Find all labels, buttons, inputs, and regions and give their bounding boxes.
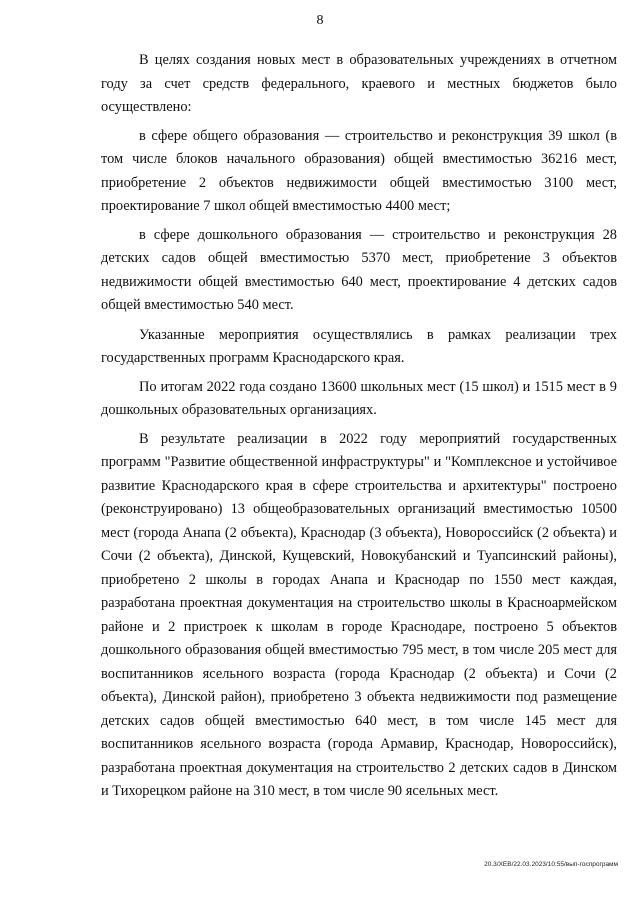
- page-number: 8: [316, 13, 324, 28]
- document-body: [101, 49, 617, 804]
- paragraph-2022-results: По итогам 2022 года создано 13600 школьных мест (15 школ) и 1515 мест в 9 дошкольных образовательных организациях.: [101, 378, 617, 418]
- paragraph-state-programs: Указанные мероприятия осуществлялись в рамках реализации трех государственных программ Краснодарского края.: [101, 326, 617, 366]
- footer-file-note: 20.3/ХЕВ/22.03.2023/10:55/вып-госпрограмм: [484, 861, 618, 868]
- paragraph-intro: В целях создания новых мест в образовательных учреждениях в отчетном году за счет средств федерального, краевого и местных бюджетов было осуществлено:: [101, 52, 617, 115]
- paragraph-preschool-education: в сфере дошкольного образования — строительство и реконструкция 28 детских садов общей вместимостью 5370 мест, приобретение 3 объектов недвижимости общей вместимостью 640 мест, проектирование 4 детских садов общей вместимостью 540 мест.: [101, 226, 617, 313]
- paragraph-program-details: В результате реализации в 2022 году мероприятий государственных программ "Развитие общественной инфраструктуры" и "Комплексное и устойчивое развитие Краснодарского края в сфере строительства и архитектуры" построено (реконструировано) 13 общеобразовательных организаций вместимостью 10500 мест (города Анапа (2 объекта), Краснодар (3 объекта), Новороссийск (2 объекта) и Сочи (2 объекта), Динской, Кущевский, Новокубанский и Туапсинский районы), приобретено 2 школы в городах Анапа и Краснодар по 1550 мест каждая, разработана проектная документация на строительство школы в Красноармейском районе и 2 пристроек к школам в городе Краснодаре, построено 5 объектов дошкольного образования общей вместимостью 795 мест, в том числе 205 мест для воспитанников ясельного возраста (города Краснодар (2 объекта) и Сочи (2 объекта), Динской район), приобретено 3 объекта недвижимости под размещение детских садов общей вместимостью 640 мест, в том числе 145 мест для воспитанников ясельного возраста (города Армавир, Краснодар, Новороссийск), разработана проектная документация на строительство 2 детских садов в Динском и Тихорецком районе на 310 мест, в том числе 90 ясельных мест.: [101, 430, 617, 799]
- paragraph-general-education: в сфере общего образования — строительство и реконструкция 39 школ (в том числе блоков начального образования) общей вместимостью 36216 мест, приобретение 2 объектов недвижимости общей вместимостью 3100 мест, проектирование 7 школ общей вместимостью 4400 мест;: [101, 127, 617, 214]
